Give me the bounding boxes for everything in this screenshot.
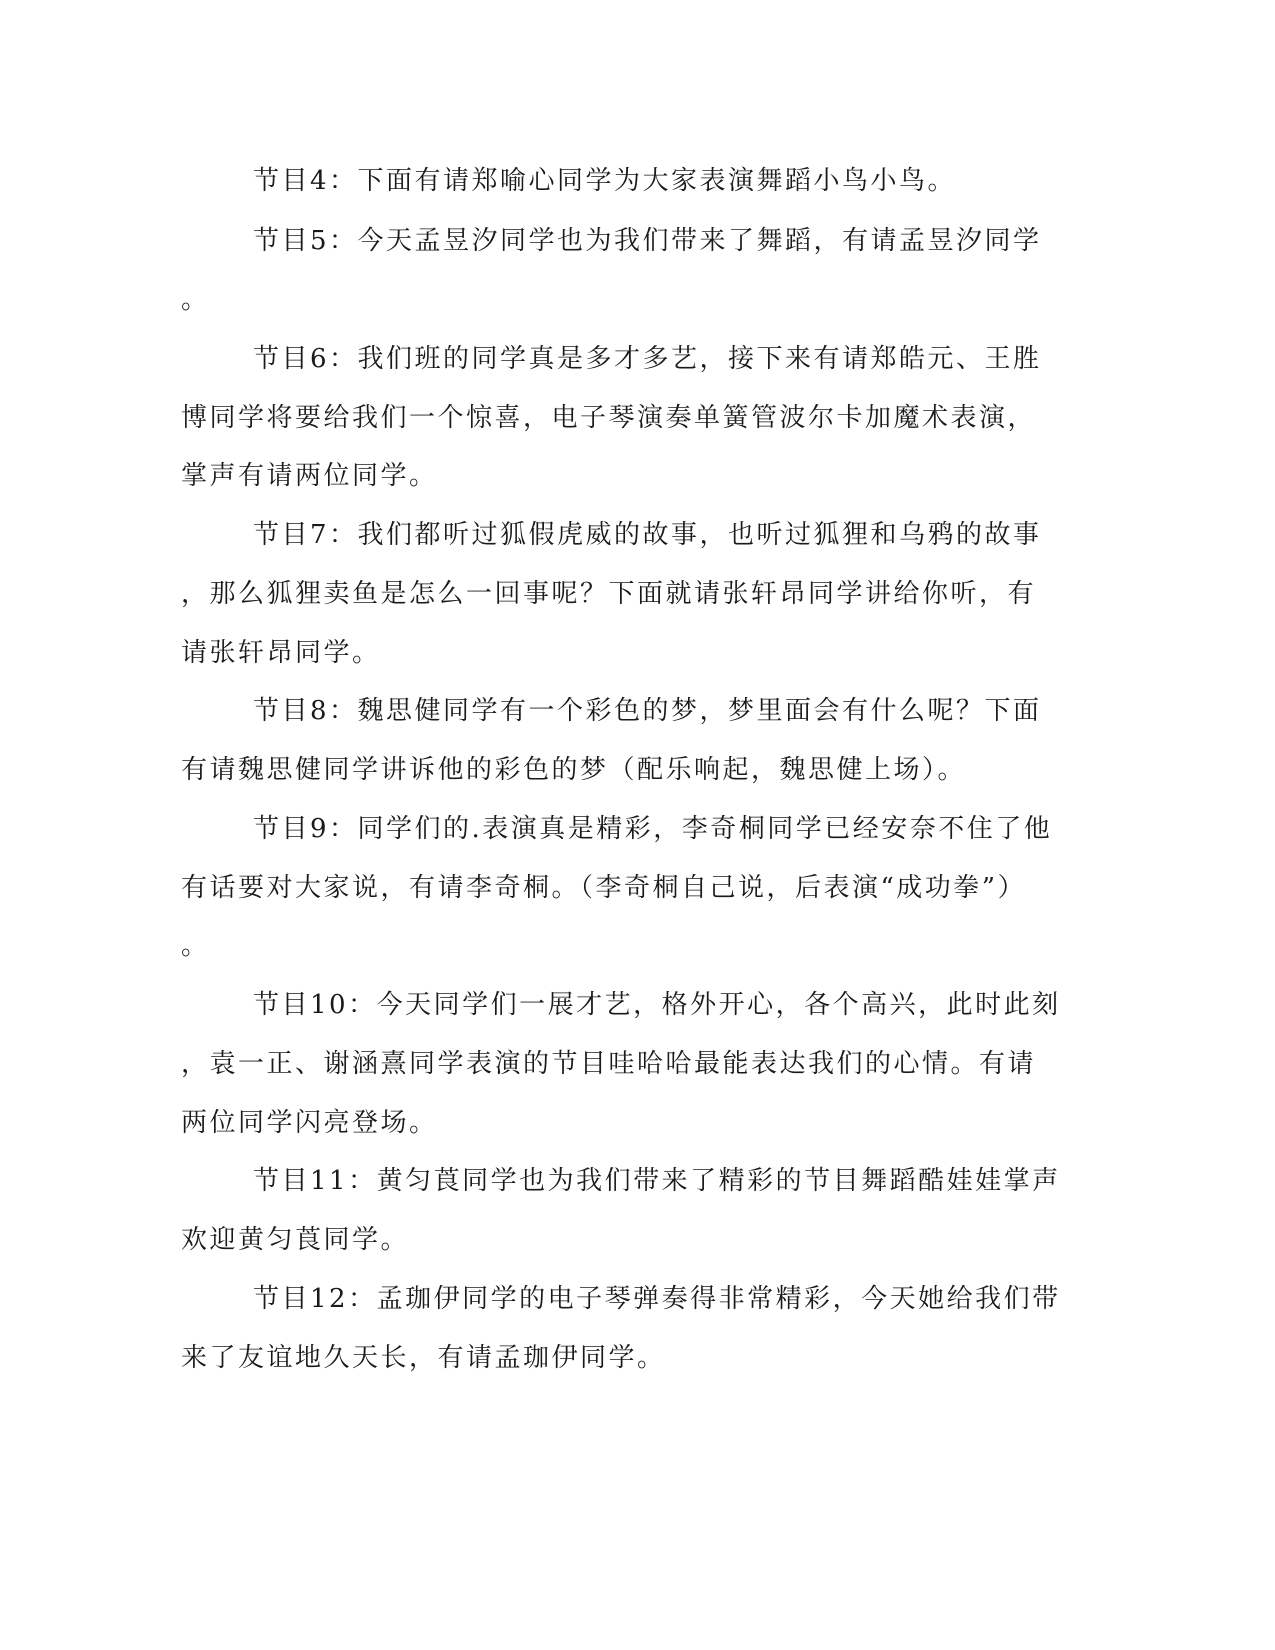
program-10-line-1: 节目10：今天同学们一展才艺，格外开心，各个高兴，此时此刻 [253,990,1061,1020]
program-10-line-2: ，袁一正、谢涵熹同学表演的节目哇哈哈最能表达我们的心情。有请 [181,1049,1037,1079]
program-12-line-1: 节目12：孟珈伊同学的电子琴弹奏得非常精彩，今天她给我们带 [253,1284,1061,1314]
program-8-line-2: 有请魏思健同学讲诉他的彩色的梦（配乐响起，魏思健上场）。 [181,755,967,785]
program-5-line-1: 节目5：今天孟昱汐同学也为我们带来了舞蹈，有请孟昱汐同学 [253,226,1042,256]
program-9-line-1: 节目9：同学们的.表演真是精彩，李奇桐同学已经安奈不住了他 [253,814,1053,844]
program-10-line-3: 两位同学闪亮登场。 [181,1108,438,1138]
program-9-line-2: 有话要对大家说，有请李奇桐。（李奇桐自己说，后表演“成功拳”） [181,873,1027,903]
program-9-line-3: 。 [181,931,210,961]
program-5-line-2: 。 [181,285,210,315]
program-6-line-1: 节目6：我们班的同学真是多才多艺，接下来有请郑皓元、王胜 [253,344,1042,374]
program-6-line-3: 掌声有请两位同学。 [181,461,438,491]
program-12-line-2: 来了友谊地久天长，有请孟珈伊同学。 [181,1343,666,1373]
program-7-line-3: 请张轩昂同学。 [181,638,381,668]
program-11-line-2: 欢迎黄匀莨同学。 [181,1225,410,1255]
program-7-line-1: 节目7：我们都听过狐假虎威的故事，也听过狐狸和乌鸦的故事 [253,520,1042,550]
program-6-line-2: 博同学将要给我们一个惊喜，电子琴演奏单簧管波尔卡加魔术表演， [181,403,1037,433]
program-7-line-2: ，那么狐狸卖鱼是怎么一回事呢？下面就请张轩昂同学讲给你听，有 [181,579,1037,609]
program-11-line-1: 节目11：黄匀莨同学也为我们带来了精彩的节目舞蹈酷娃娃掌声 [253,1166,1061,1196]
program-4-line-1: 节目4：下面有请郑喻心同学为大家表演舞蹈小鸟小鸟。 [253,166,957,196]
program-8-line-1: 节目8：魏思健同学有一个彩色的梦，梦里面会有什么呢？下面 [253,696,1042,726]
